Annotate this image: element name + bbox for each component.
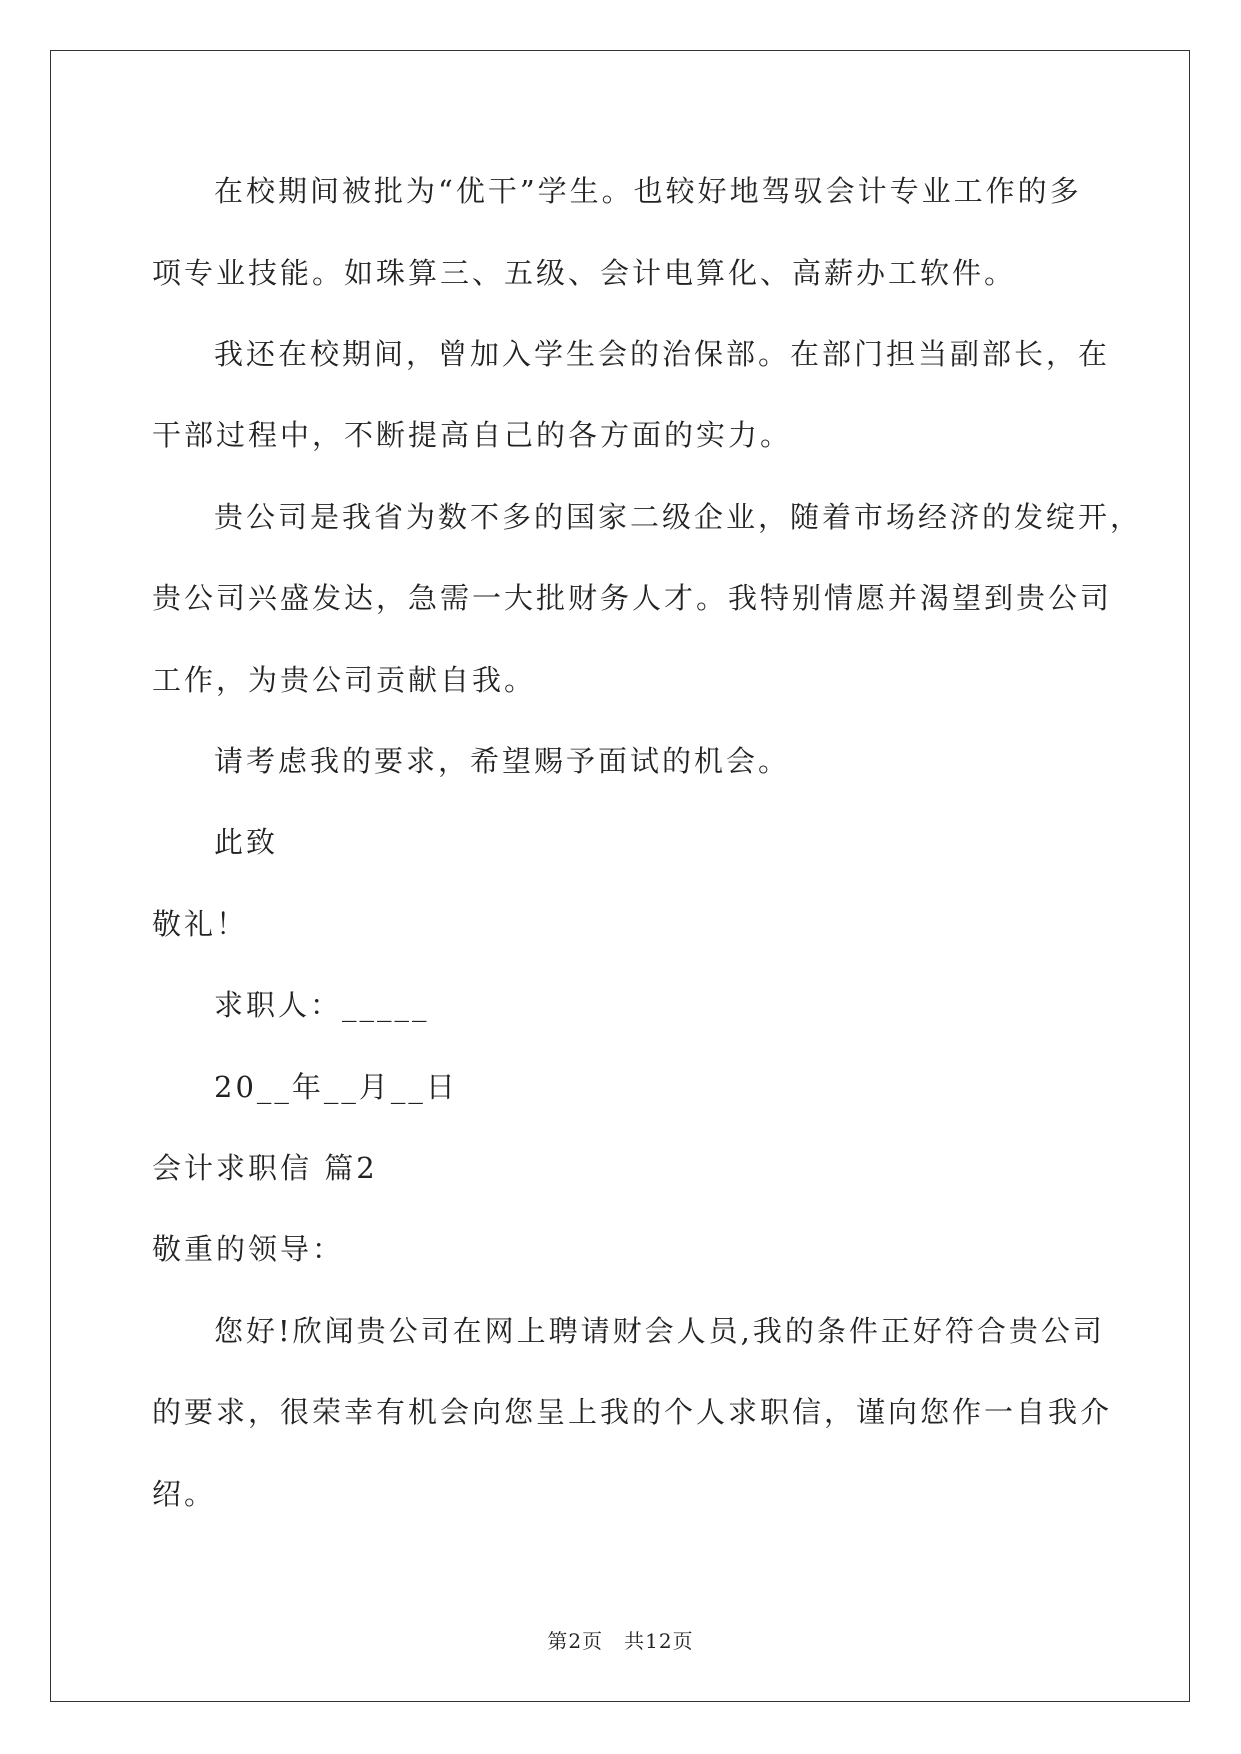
greeting: 敬重的领导： xyxy=(152,1232,345,1266)
paragraph-line: 我还在校期间，曾加入学生会的治保部。在部门担当副部长，在 xyxy=(214,337,1111,371)
paragraph-line: 项专业技能。如珠算三、五级、会计电算化、高薪办工软件。 xyxy=(152,256,1017,290)
paragraph-line: 干部过程中，不断提高自己的各方面的实力。 xyxy=(152,418,793,452)
paragraph-line: 工作，为贵公司贡献自我。 xyxy=(152,663,537,697)
page-border xyxy=(50,50,1190,1702)
paragraph-line: 贵公司是我省为数不多的国家二级企业，随着市场经济的发绽开， xyxy=(214,500,1143,534)
paragraph-line: 在校期间被批为“优干”学生。也较好地驾驭会计专业工作的多 xyxy=(214,174,1082,208)
section-heading: 会计求职信 篇2 xyxy=(152,1151,378,1185)
closing-regards: 敬礼！ xyxy=(152,907,249,941)
page-number-footer: 第2页 共12页 xyxy=(547,1629,694,1653)
date-line: 20__年__月__日 xyxy=(214,1070,458,1104)
paragraph-line: 请考虑我的要求，希望赐予面试的机会。 xyxy=(214,744,791,778)
paragraph-line: 贵公司兴盛发达，急需一大批财务人才。我特别情愿并渴望到贵公司 xyxy=(152,581,1113,615)
paragraph-line: 的要求，很荣幸有机会向您呈上我的个人求职信，谨向您作一自我介 xyxy=(152,1395,1113,1429)
closing-salutation: 此致 xyxy=(214,825,279,859)
paragraph-line: 绍。 xyxy=(152,1477,217,1511)
applicant-signature: 求职人：_____ xyxy=(214,988,430,1022)
paragraph-line: 您好!欣闻贵公司在网上聘请财会人员,我的条件正好符合贵公司 xyxy=(214,1314,1105,1348)
